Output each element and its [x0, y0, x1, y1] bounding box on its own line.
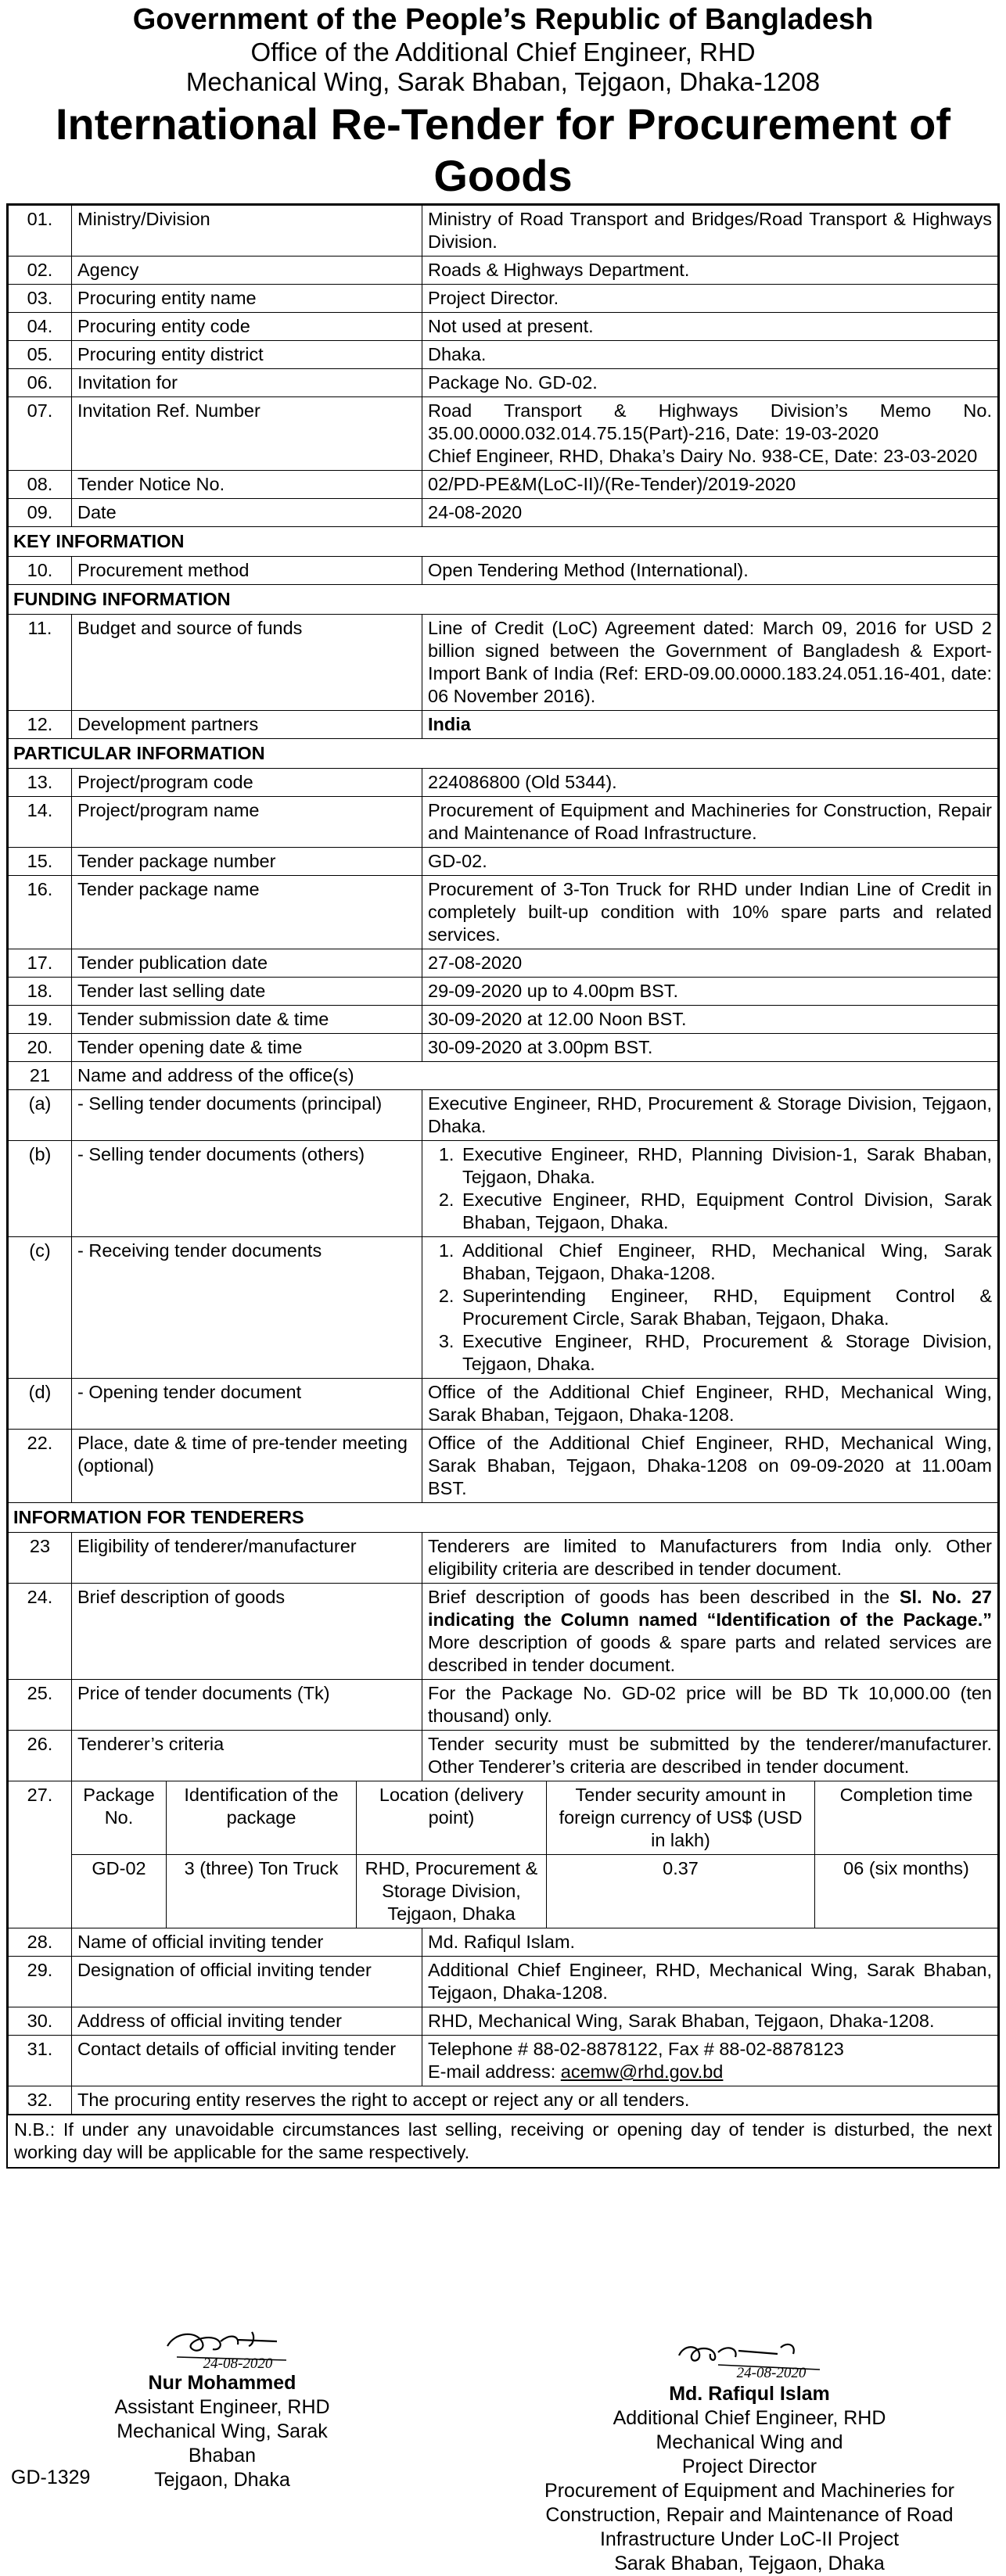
notice-title: International Re-Tender for Procurement of Goods	[56, 99, 950, 200]
table-row	[9, 1237, 998, 1379]
row-number: 21	[9, 1062, 72, 1090]
row-label: Name and address of the office(s)	[72, 1062, 998, 1090]
table-row	[9, 557, 998, 585]
row-label: Procurement method	[72, 557, 422, 585]
emphasis-text: Sl. No. 27 indicating the Column named “Identification of the Package.”	[428, 1587, 992, 1630]
table-row	[9, 2036, 998, 2086]
row-number: 18.	[9, 978, 72, 1006]
row-number: 03.	[9, 285, 72, 313]
row-label: Eligibility of tenderer/manufacturer	[72, 1533, 422, 1584]
row-number: 16.	[9, 876, 72, 949]
list-item: 3. Executive Engineer, RHD, Procurement & Storage Division, Tejgaon, Dhaka.	[459, 1330, 992, 1376]
row-value: Package No. GD-02.	[422, 369, 998, 397]
email-label: E-mail address:	[428, 2061, 561, 2082]
row-label: Date	[72, 499, 422, 527]
row-number: 12.	[9, 711, 72, 739]
row-number: 30.	[9, 2007, 72, 2036]
email-link[interactable]: acemw@rhd.gov.bd	[560, 2061, 724, 2082]
table-row	[9, 1090, 998, 1141]
text-segment: Brief description of goods has been described in the	[428, 1587, 900, 1607]
signer-right-line: Procurement of Equipment and Machineries for	[544, 2480, 954, 2502]
row-value: 29-09-2020 up to 4.00pm BST.	[422, 978, 998, 1006]
section-funding-information: FUNDING INFORMATION	[9, 585, 998, 615]
row-number: 01.	[9, 206, 72, 257]
office-name: Office of the Additional Chief Engineer, RHD	[250, 38, 756, 66]
row-label: Development partners	[72, 711, 422, 739]
row-number: 22.	[9, 1430, 72, 1503]
table-cell: RHD, Procurement & Storage Division, Tejgaon, Dhaka	[357, 1855, 547, 1928]
column-header: Tender security amount in foreign currency of US$ (USD in lakh)	[547, 1781, 815, 1855]
signer-right-line: Construction, Repair and Maintenance of Road	[545, 2504, 954, 2526]
section-key-information: KEY INFORMATION	[9, 527, 998, 557]
signer-right-line: Sarak Bhaban, Tejgaon, Dhaka	[614, 2553, 885, 2574]
signer-right-line: Infrastructure Under LoC-II Project	[599, 2528, 900, 2550]
office-address: Mechanical Wing, Sarak Bhaban, Tejgaon, Dhaka-1208	[185, 67, 821, 96]
signature-right-image	[632, 2334, 867, 2382]
table-row	[9, 797, 998, 848]
table-row	[9, 949, 998, 978]
row-value: Tender security must be submitted by the tenderer/manufacturer. Other Tenderer’s criteria are described in tender document.	[422, 1731, 998, 1781]
row-value	[422, 397, 998, 471]
row-number: 05.	[9, 341, 72, 369]
row-number: 02.	[9, 257, 72, 285]
row-label: Tender package number	[72, 848, 422, 876]
row-value: Ministry of Road Transport and Bridges/Road Transport & Highways Division.	[422, 206, 998, 257]
row-number: 32.	[9, 2086, 72, 2115]
row-value: Not used at present.	[422, 313, 998, 341]
list-item: 1. Executive Engineer, RHD, Planning Division-1, Sarak Bhaban, Tejgaon, Dhaka.	[459, 1143, 992, 1189]
signer-right-line: Additional Chief Engineer, RHD	[613, 2407, 886, 2429]
signer-left-name: Nur Mohammed	[148, 2372, 296, 2394]
table-row	[9, 876, 998, 949]
table-row	[9, 769, 998, 797]
row-label: Project/program name	[72, 797, 422, 848]
row-number: 06.	[9, 369, 72, 397]
row-label: Place, date & time of pre-tender meeting (optional)	[72, 1430, 422, 1503]
row-value	[422, 1584, 998, 1680]
row-number: 09.	[9, 499, 72, 527]
table-row	[9, 257, 998, 285]
row-number: 28.	[9, 1928, 72, 1957]
row-label: Procuring entity code	[72, 313, 422, 341]
row-value: Office of the Additional Chief Engineer, RHD, Mechanical Wing, Sarak Bhaban, Tejgaon, Dhaka-1208.	[422, 1379, 998, 1430]
row-value: Additional Chief Engineer, RHD, Mechanical Wing, Sarak Bhaban, Tejgaon, Dhaka-1208.	[422, 1957, 998, 2007]
row-number: 24.	[9, 1584, 72, 1680]
row-value: Executive Engineer, RHD, Procurement & Storage Division, Tejgaon, Dhaka.	[422, 1090, 998, 1141]
row-label: Procuring entity district	[72, 341, 422, 369]
signature-left-date: 24-08-2020	[203, 2355, 273, 2371]
row-number: 25.	[9, 1680, 72, 1731]
column-header: Location (delivery point)	[357, 1781, 547, 1855]
row-value: 27-08-2020	[422, 949, 998, 978]
text-segment: More description of goods & spare parts and related services are described in tender document.	[428, 1632, 992, 1675]
row-number: 10.	[9, 557, 72, 585]
information-sheet	[6, 203, 1000, 2169]
signer-right-line: Project Director	[681, 2456, 817, 2477]
table-row	[9, 1781, 998, 1928]
table-cell: 0.37	[547, 1855, 815, 1928]
row-label: Tender submission date & time	[72, 1006, 422, 1034]
row-number: 27.	[9, 1781, 72, 1928]
row-label: Contact details of official inviting tender	[72, 2036, 422, 2086]
row-value	[422, 2036, 998, 2086]
row-label: Tender opening date & time	[72, 1034, 422, 1062]
signature-right-date: 24-08-2020	[736, 2365, 807, 2381]
row-value: 30-09-2020 at 3.00pm BST.	[422, 1034, 998, 1062]
signer-right-name: Md. Rafiqul Islam	[669, 2383, 830, 2405]
row-number: 08.	[9, 471, 72, 499]
row-value: Line of Credit (LoC) Agreement dated: March 09, 2016 for USD 2 billion signed between the Government of Bangladesh & Export-Import Bank of India (Ref: ERD-09.00.0000.183.24.051.16-401, date: 06 November 2016).	[422, 615, 998, 711]
table-row	[9, 341, 998, 369]
row-value: India	[422, 711, 998, 739]
row-value: Office of the Additional Chief Engineer, RHD, Mechanical Wing, Sarak Bhaban, Tejgaon, Dhaka-1208 on 09-09-2020 at 11.00am BST.	[422, 1430, 998, 1503]
row-label: Name of official inviting tender	[72, 1928, 422, 1957]
row-value: Dhaka.	[422, 341, 998, 369]
list-item: 1. Additional Chief Engineer, RHD, Mechanical Wing, Sarak Bhaban, Tejgaon, Dhaka-1208.	[459, 1240, 992, 1285]
row-number: (b)	[9, 1141, 72, 1237]
table-row	[9, 2086, 998, 2115]
row-value: Procurement of Equipment and Machineries for Construction, Repair and Maintenance of Road Infrastructure.	[422, 797, 998, 848]
row-label: Tender last selling date	[72, 978, 422, 1006]
row-number: 04.	[9, 313, 72, 341]
table-row	[9, 848, 998, 876]
signer-left-line: Mechanical Wing, Sarak Bhaban	[117, 2420, 328, 2467]
row-label: Tender publication date	[72, 949, 422, 978]
table-row	[9, 1379, 998, 1430]
row-value: 30-09-2020 at 12.00 Noon BST.	[422, 1006, 998, 1034]
table-row	[9, 978, 998, 1006]
signature-block-left	[81, 2323, 363, 2492]
information-table	[8, 205, 998, 2115]
row-number: 31.	[9, 2036, 72, 2086]
table-row	[9, 1034, 998, 1062]
row-label: Tender Notice No.	[72, 471, 422, 499]
table-row	[9, 313, 998, 341]
notice-code: GD-1329	[11, 2467, 91, 2488]
row-label: Designation of official inviting tender	[72, 1957, 422, 2007]
table-row	[9, 1533, 998, 1584]
row-value	[422, 1237, 998, 1379]
row-number: (d)	[9, 1379, 72, 1430]
row-value: Procurement of 3-Ton Truck for RHD under Indian Line of Credit in completely built-up condition with 10% spare parts and related services.	[422, 876, 998, 949]
row-value: 02/PD-PE&M(LoC-II)/(Re-Tender)/2019-2020	[422, 471, 998, 499]
table-row	[9, 397, 998, 471]
list-item: 2. Superintending Engineer, RHD, Equipment Control & Procurement Circle, Sarak Bhaban, Tejgaon, Dhaka.	[459, 1285, 992, 1330]
column-header: Package No.	[72, 1781, 167, 1855]
table-cell: 3 (three) Ton Truck	[167, 1855, 357, 1928]
notice-header	[6, 2, 1000, 202]
table-row	[9, 1062, 998, 1090]
office-list	[428, 1143, 992, 1234]
row-label: Invitation for	[72, 369, 422, 397]
table-row	[9, 2007, 998, 2036]
contact-phone-fax: Telephone # 88-02-8878122, Fax # 88-02-8878123	[428, 2039, 844, 2059]
row-label: Tender package name	[72, 876, 422, 949]
package-table-cell	[72, 1781, 998, 1928]
table-row	[9, 1430, 998, 1503]
section-information-for-tenderers: INFORMATION FOR TENDERERS	[9, 1503, 998, 1533]
row-value: For the Package No. GD-02 price will be BD Tk 10,000.00 (ten thousand) only.	[422, 1680, 998, 1731]
package-table	[72, 1781, 997, 1928]
row-number: 13.	[9, 769, 72, 797]
row-value: Open Tendering Method (International).	[422, 557, 998, 585]
package-table-header	[72, 1781, 997, 1855]
row-label: - Selling tender documents (others)	[72, 1141, 422, 1237]
table-row	[9, 471, 998, 499]
row-value: Tenderers are limited to Manufacturers from India only. Other eligibility criteria are described in tender document.	[422, 1533, 998, 1584]
row-label: Ministry/Division	[72, 206, 422, 257]
table-row	[9, 1006, 998, 1034]
row-label: Brief description of goods	[72, 1584, 422, 1680]
signature-block-right	[523, 2334, 976, 2576]
government-name: Government of the People’s Republic of Bangladesh	[132, 3, 874, 36]
contact-email	[428, 2061, 992, 2083]
row-value: GD-02.	[422, 848, 998, 876]
signer-right-line: Mechanical Wing and	[656, 2431, 843, 2453]
row-label: Agency	[72, 257, 422, 285]
column-header: Completion time	[815, 1781, 998, 1855]
table-row	[9, 499, 998, 527]
table-row	[9, 1731, 998, 1781]
row-value: RHD, Mechanical Wing, Sarak Bhaban, Tejgaon, Dhaka-1208.	[422, 2007, 998, 2036]
row-value: Project Director.	[422, 285, 998, 313]
package-table-row	[72, 1855, 997, 1928]
row-number: (a)	[9, 1090, 72, 1141]
row-number: 07.	[9, 397, 72, 471]
row-value: The procuring entity reserves the right to accept or reject any or all tenders.	[72, 2086, 998, 2115]
row-number: 20.	[9, 1034, 72, 1062]
value-line: Road Transport & Highways Division’s Memo No. 35.00.0000.032.014.75.15(Part)-216, Date: 19-03-2020	[428, 400, 992, 443]
row-label: Tenderer’s criteria	[72, 1731, 422, 1781]
row-number: 15.	[9, 848, 72, 876]
list-item: 2. Executive Engineer, RHD, Equipment Control Division, Sarak Bhaban, Tejgaon, Dhaka.	[459, 1189, 992, 1234]
table-row	[9, 1680, 998, 1731]
row-label: - Selling tender documents (principal)	[72, 1090, 422, 1141]
table-row	[9, 206, 998, 257]
row-number: 14.	[9, 797, 72, 848]
row-value: Md. Rafiqul Islam.	[422, 1928, 998, 1957]
row-number: 26.	[9, 1731, 72, 1781]
table-row	[9, 369, 998, 397]
note: N.B.: If under any unavoidable circumstances last selling, receiving or opening day of tender is disturbed, the next working day will be applicable for the same respectively.	[8, 2115, 998, 2167]
column-header: Identification of the package	[167, 1781, 357, 1855]
row-value: 224086800 (Old 5344).	[422, 769, 998, 797]
row-label: Invitation Ref. Number	[72, 397, 422, 471]
section-particular-information: PARTICULAR INFORMATION	[9, 739, 998, 769]
row-label: Procuring entity name	[72, 285, 422, 313]
row-label: - Receiving tender documents	[72, 1237, 422, 1379]
row-number: 17.	[9, 949, 72, 978]
office-list	[428, 1240, 992, 1376]
table-cell: 06 (six months)	[815, 1855, 998, 1928]
table-row	[9, 1584, 998, 1680]
signer-left-line: Assistant Engineer, RHD	[114, 2396, 330, 2418]
row-number: 11.	[9, 615, 72, 711]
row-number: 19.	[9, 1006, 72, 1034]
row-number: (c)	[9, 1237, 72, 1379]
table-row	[9, 1957, 998, 2007]
row-number: 23	[9, 1533, 72, 1584]
table-cell: GD-02	[72, 1855, 167, 1928]
table-row	[9, 1928, 998, 1957]
signer-left-line: Tejgaon, Dhaka	[154, 2469, 290, 2491]
row-value: Roads & Highways Department.	[422, 257, 998, 285]
row-label: - Opening tender document	[72, 1379, 422, 1430]
value-line: Chief Engineer, RHD, Dhaka’s Dairy No. 938-CE, Date: 23-03-2020	[428, 446, 978, 466]
row-label: Budget and source of funds	[72, 615, 422, 711]
table-row	[9, 711, 998, 739]
table-row	[9, 285, 998, 313]
signature-left-image	[120, 2323, 324, 2371]
row-number: 29.	[9, 1957, 72, 2007]
table-row	[9, 1141, 998, 1237]
table-row	[9, 615, 998, 711]
row-label: Price of tender documents (Tk)	[72, 1680, 422, 1731]
row-value	[422, 1141, 998, 1237]
row-label: Project/program code	[72, 769, 422, 797]
row-value: 24-08-2020	[422, 499, 998, 527]
row-label: Address of official inviting tender	[72, 2007, 422, 2036]
